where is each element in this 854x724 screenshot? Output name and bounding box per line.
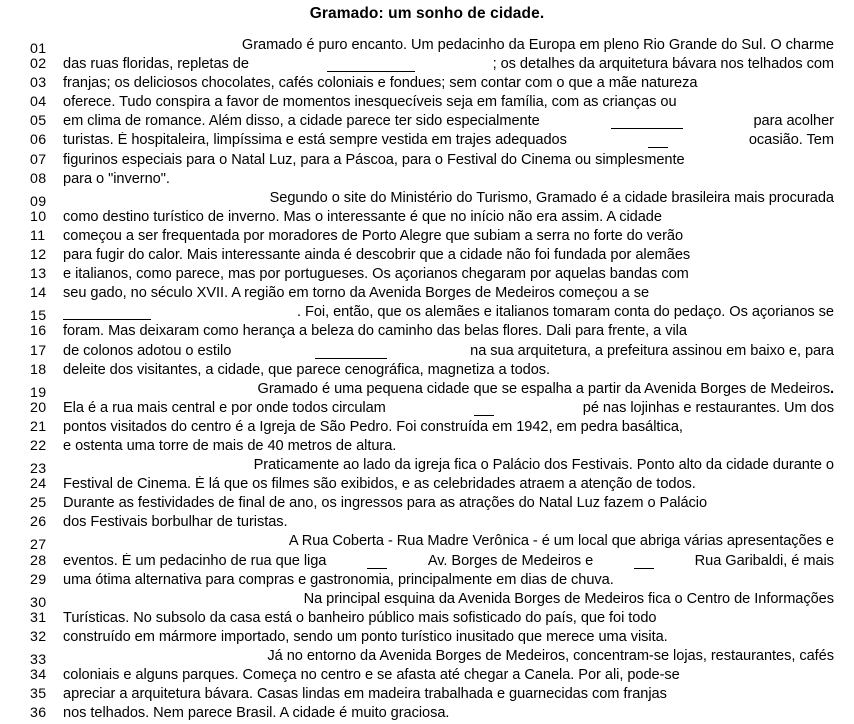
fill-in-blank[interactable] — [648, 132, 668, 148]
line-text-run: na sua arquitetura, a prefeitura assinou em baixo e, para — [470, 342, 834, 359]
line-number: 03 — [30, 75, 47, 92]
line-number: 28 — [30, 552, 47, 569]
line-number: 17 — [30, 342, 47, 359]
line-text-run: das ruas floridas, repletas de — [63, 56, 249, 73]
line-content: seu gado, no século XVII. A região em torno da Avenida Borges de Medeiros começou a se — [63, 285, 650, 302]
line-number: 30 — [30, 594, 47, 611]
line-content: coloniais e alguns parques. Começa no centro e se afasta até chegar a Canela. Por ali, pode-se — [63, 667, 680, 684]
line-number: 06 — [30, 132, 47, 149]
line-content — [63, 553, 854, 569]
line-number: 11 — [30, 227, 46, 244]
line-text-run: Gramado é puro encanto. Um pedacinho da Europa em pleno Rio Grande do Sul. O charme — [241, 37, 834, 53]
text-line — [0, 381, 854, 400]
text-line — [0, 495, 854, 514]
line-content: construído em mármore importado, sendo um ponto turístico inusitado que merece uma visita. — [63, 628, 668, 645]
line-content: e italianos, como parece, mas por portugueses. Os açorianos chegaram por aquelas bandas com — [63, 266, 689, 283]
line-number: 09 — [30, 193, 47, 210]
text-line — [0, 113, 854, 132]
line-content: deleite dos visitantes, a cidade, que parece cenográfica, magnetiza a todos. — [63, 361, 551, 378]
line-number: 14 — [30, 285, 47, 302]
line-text-run: para acolher — [753, 113, 834, 130]
line-number: 19 — [30, 384, 47, 401]
line-number: 07 — [30, 151, 47, 168]
line-content: pontos visitados do centro é a Igreja de São Pedro. Foi construída em 1942, em pedra basáltica, — [63, 418, 683, 435]
line-text-run: eventos. É um pedacinho de rua que liga — [63, 552, 327, 569]
line-text-run: pé nas lojinhas e restaurantes. Um dos — [582, 399, 834, 416]
line-number: 25 — [30, 495, 47, 512]
line-number: 22 — [30, 437, 47, 454]
line-text-run: Av. Borges de Medeiros e — [427, 552, 594, 569]
fill-in-blank[interactable] — [63, 304, 151, 320]
line-text-run: A Rua Coberta - Rua Madre Verônica - é um local que abriga várias apresentações e — [288, 533, 834, 550]
line-content — [63, 648, 854, 664]
text-line — [0, 75, 854, 94]
line-text-run: . Foi, então, que os alemães e italianos tomaram conta do pedaço. Os açorianos se — [296, 304, 834, 321]
line-number: 27 — [30, 537, 47, 554]
line-number: 04 — [30, 94, 47, 111]
text-line — [0, 591, 854, 610]
line-content — [63, 190, 854, 206]
text-line — [0, 304, 854, 323]
text-line — [0, 171, 854, 190]
line-text-run: Gramado é uma pequena cidade que se espalha a partir da Avenida Borges de Medeiros — [257, 380, 830, 397]
line-number: 18 — [30, 361, 47, 378]
text-line — [0, 94, 854, 113]
line-text-run: Ela é a rua mais central e por onde todos circulam — [63, 399, 386, 416]
line-content — [63, 400, 854, 416]
paragraph-indent — [63, 591, 114, 607]
line-number: 29 — [30, 571, 47, 588]
line-text-run: Já no entorno da Avenida Borges de Medeiros, concentram-se lojas, restaurantes, cafés — [267, 648, 834, 664]
text-line — [0, 266, 854, 285]
line-content — [63, 591, 854, 607]
line-number: 32 — [30, 628, 47, 645]
text-line — [0, 533, 854, 552]
text-line — [0, 648, 854, 667]
line-number: 33 — [30, 652, 47, 668]
paragraph-indent — [63, 190, 114, 206]
line-number: 16 — [30, 323, 47, 340]
fill-in-blank[interactable] — [367, 553, 387, 569]
line-number: 15 — [30, 308, 47, 325]
line-content — [63, 343, 854, 359]
fill-in-blank[interactable] — [634, 553, 654, 569]
line-number: 31 — [30, 609, 47, 626]
line-text-run: Segundo o site do Ministério do Turismo, Gramado é a cidade brasileira mais procurada — [269, 189, 834, 206]
text-line — [0, 476, 854, 495]
line-number: 21 — [30, 418, 47, 435]
text-line — [0, 362, 854, 381]
text-line — [0, 228, 854, 247]
line-text-emphasis: . — [829, 380, 834, 397]
line-number: 02 — [30, 56, 47, 73]
text-line — [0, 514, 854, 533]
line-number: 34 — [30, 667, 47, 684]
text-line — [0, 610, 854, 629]
line-number: 10 — [30, 208, 47, 225]
line-text-run: Praticamente ao lado da igreja fica o Palácio dos Festivais. Ponto alto da cidade durante o — [253, 457, 834, 474]
text-line — [0, 705, 854, 724]
line-text-run: ; os detalhes da arquitetura bávara nos telhados com — [492, 56, 834, 73]
text-line — [0, 152, 854, 171]
text-line — [0, 209, 854, 228]
line-content: franjas; os deliciosos chocolates, cafés coloniais e fondues; sem contar com o que a mãe natureza — [63, 75, 698, 92]
text-line — [0, 37, 854, 56]
text-line — [0, 686, 854, 705]
line-number: 35 — [30, 686, 47, 703]
fill-in-blank[interactable] — [315, 343, 387, 359]
paragraph-indent — [63, 648, 114, 664]
line-number: 24 — [30, 476, 47, 493]
line-text-run: de colonos adotou o estilo — [63, 342, 232, 359]
line-number: 12 — [30, 247, 47, 264]
text-line — [0, 323, 854, 342]
line-content: apreciar a arquitetura bávara. Casas lindas em madeira trabalhada e guarnecidas com franjas — [63, 686, 667, 703]
fill-in-blank[interactable] — [474, 400, 494, 416]
text-line — [0, 190, 854, 209]
line-content — [63, 132, 854, 148]
paragraph-indent — [63, 381, 114, 397]
line-content — [63, 381, 854, 397]
line-content: para fugir do calor. Mais interessante ainda é descobrir que a cidade não foi fundada por alemães — [63, 247, 691, 264]
text-line — [0, 419, 854, 438]
line-number: 05 — [30, 113, 47, 130]
line-content — [63, 56, 854, 72]
line-number: 20 — [30, 399, 47, 416]
text-line — [0, 667, 854, 686]
text-line — [0, 400, 854, 419]
line-text-run: Rua Garibaldi, é mais — [694, 552, 834, 569]
line-content: e ostenta uma torre de mais de 40 metros de altura. — [63, 437, 397, 454]
line-content — [63, 533, 854, 549]
line-number: 36 — [30, 705, 47, 722]
line-content: Durante as festividades de final de ano, os ingressos para as atrações do Natal Luz fazem o Palácio — [63, 495, 708, 512]
text-line — [0, 56, 854, 75]
line-text-run — [258, 381, 834, 397]
line-text-run: Na principal esquina da Avenida Borges de Medeiros fica o Centro de Informações — [303, 590, 834, 607]
text-line — [0, 457, 854, 476]
line-content: para o "inverno". — [63, 170, 170, 187]
line-number: 26 — [30, 514, 47, 531]
line-number: 13 — [30, 266, 47, 283]
line-number: 23 — [30, 461, 47, 478]
document-body — [0, 37, 854, 724]
text-line — [0, 629, 854, 648]
line-content: Festival de Cinema. É lá que os filmes são exibidos, e as celebridades atraem a atenção de todos. — [63, 476, 696, 493]
text-line — [0, 438, 854, 457]
paragraph-indent — [63, 37, 114, 53]
line-number: 01 — [30, 41, 47, 57]
text-line — [0, 132, 854, 151]
line-content: Turísticas. No subsolo da casa está o banheiro público mais sofisticado do país, que foi todo — [63, 609, 657, 626]
page-title: Gramado: um sonho de cidade. — [309, 5, 545, 22]
paragraph-indent — [63, 457, 114, 473]
line-content: uma ótima alternativa para compras e gastronomia, principalmente em dias de chuva. — [63, 571, 614, 588]
fill-in-blank[interactable] — [327, 56, 415, 72]
paragraph-indent — [63, 533, 114, 549]
line-content: começou a ser frequentada por moradores de Porto Alegre que subiam a serra no forte do verão — [63, 227, 684, 244]
line-text-run: turistas. É hospitaleira, limpíssima e está sempre vestida em trajes adequados — [63, 132, 567, 149]
line-text-run: em clima de romance. Além disso, a cidade parece ter sido especialmente — [63, 113, 540, 130]
line-text-run: ocasião. Tem — [748, 132, 834, 149]
line-content: como destino turístico de inverno. Mas o interessante é que no início não era assim. A cidade — [63, 208, 662, 225]
line-content: foram. Mas deixaram como herança a beleza do caminho das belas flores. Dali para frente, a vila — [63, 323, 687, 340]
line-content: nos telhados. Nem parece Brasil. A cidade é muito graciosa. — [63, 705, 450, 722]
line-content — [63, 113, 854, 129]
line-content: figurinos especiais para o Natal Luz, para a Páscoa, para o Festival do Cinema ou simplesmente — [63, 151, 685, 168]
line-content — [63, 304, 854, 320]
text-line — [0, 553, 854, 572]
fill-in-blank[interactable] — [611, 113, 683, 129]
text-line — [0, 285, 854, 304]
text-line — [0, 343, 854, 362]
line-content — [63, 37, 854, 53]
line-content: oferece. Tudo conspira a favor de momentos inesquecíveis seja em família, com as crianças ou — [63, 94, 677, 111]
line-content: dos Festivais borbulhar de turistas. — [63, 514, 288, 531]
text-line — [0, 572, 854, 591]
line-number: 08 — [30, 170, 47, 187]
line-content — [63, 457, 854, 473]
text-line — [0, 247, 854, 266]
